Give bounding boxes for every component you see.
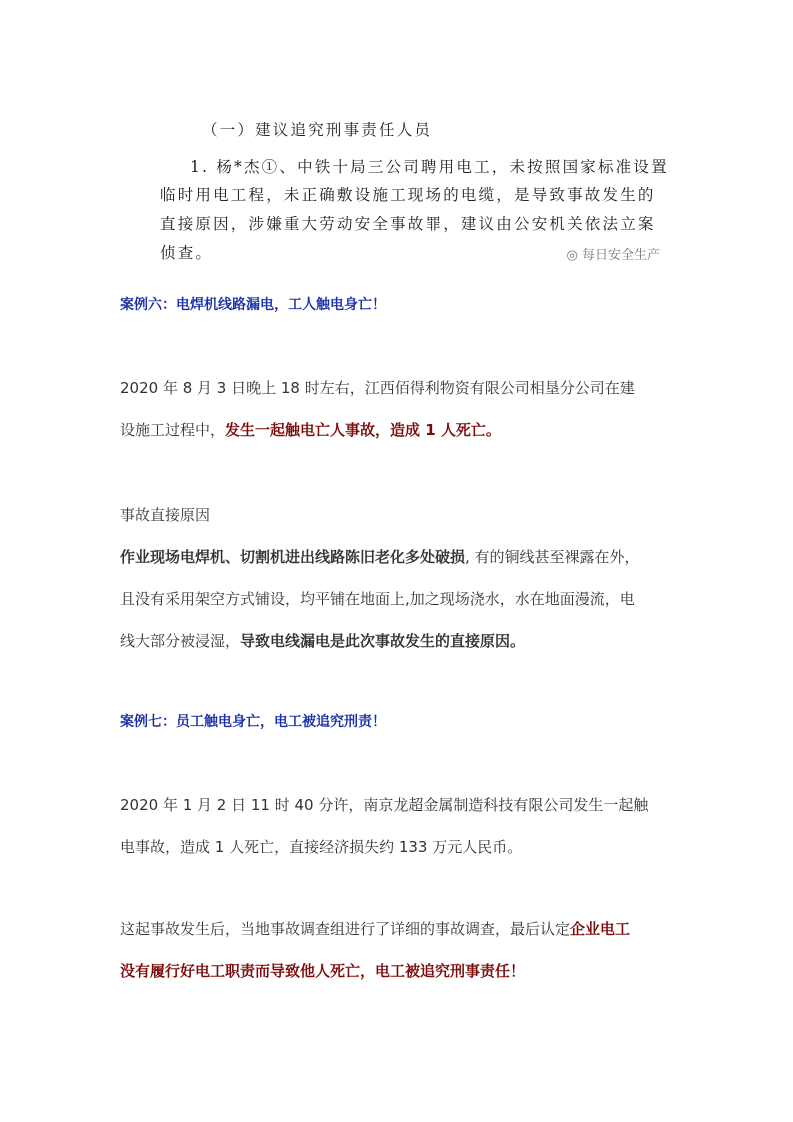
scanned-document-image	[160, 110, 669, 270]
paragraph-line: 2020 年 1 月 2 日 11 时 40 分许，南京龙超金属制造科技有限公司发生一起触	[120, 796, 649, 814]
cause-label: 事故直接原因	[120, 506, 211, 524]
watermark	[567, 244, 661, 263]
case6-title: 案例六：电焊机线路漏电，工人触电身亡！	[120, 297, 386, 313]
text: 线大部分被浸湿，	[120, 632, 241, 650]
paragraph-line	[120, 547, 640, 567]
scan-line: 1. 杨*杰①、中铁十局三公司聘用电工，未按照国家标准设置	[190, 158, 669, 176]
text: , 有的铜线甚至裸露在外，	[465, 548, 640, 566]
paragraph-line	[120, 919, 630, 939]
text: 这起事故发生后，当地事故调查组进行了详细的事故调查，最后认定	[120, 920, 571, 938]
scan-line: 临时用电工程，未正确敷设施工现场的电缆，是导致事故发生的	[160, 186, 656, 204]
case7-title: 案例七：员工触电身亡，电工被追究刑责！	[120, 714, 386, 730]
paragraph-line	[120, 631, 525, 651]
highlight-line: 没有履行好电工职责而导致他人死亡，电工被追究刑事责任！	[120, 962, 526, 980]
text: 设施工过程中，	[120, 421, 226, 439]
highlight-text: 发生一起触电亡人事故，造成 1 人死亡。	[225, 421, 501, 439]
bold-text: 作业现场电焊机、切割机进出线路陈旧老化多处破损	[120, 548, 466, 566]
paragraph-line: 2020 年 8 月 3 日晚上 18 时左右，江西佰得利物资有限公司相垦分公司在建	[120, 379, 635, 397]
paragraph-line: 且没有采用架空方式铺设，均平铺在地面上,加之现场浇水，水在地面漫流，电	[120, 590, 635, 608]
scan-line: 侦查。	[160, 244, 214, 262]
scan-heading: （一）建议追究刑事责任人员	[202, 121, 433, 139]
highlight-text: 企业电工	[570, 920, 631, 938]
watermark-text: 每日安全生产	[581, 248, 660, 263]
bold-text: 导致电线漏电是此次事故发生的直接原因。	[240, 632, 526, 650]
scan-line: 直接原因，涉嫌重大劳动安全事故罪，建议由公安机关依法立案	[160, 215, 656, 233]
wechat-icon: ◎	[566, 248, 582, 263]
paragraph-line: 电事故，造成 1 人死亡，直接经济损失约 133 万元人民币。	[120, 838, 523, 856]
paragraph-line	[120, 420, 501, 440]
